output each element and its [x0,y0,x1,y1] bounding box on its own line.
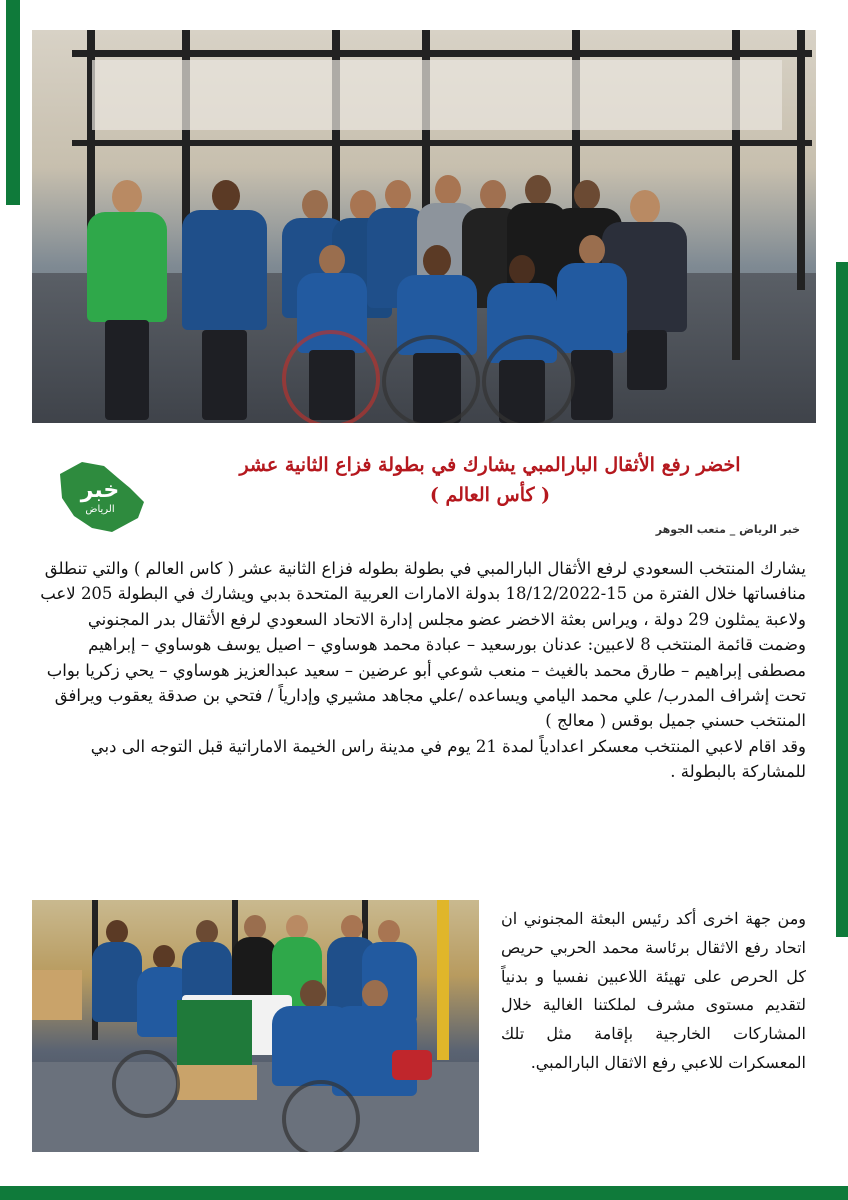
paragraph-intro: يشارك المنتخب السعودي لرفع الأثقال البارالمبي في بطولة بطوله فزاع الثانية عشر ( كاس العالم ) والتي تنطلق منافساتها خلال الفترة من 15-18/12/2022 بدولة الامارات العربية المتحدة بدبي ويشارك في البطولة 205 لاعب ولاعبة يمثلون 29 دولة ، ويراس بعثة الاخضر عضو مجلس إدارة الاتحاد السعودي لرفع الأثقال بدر المجنوني [40,559,806,629]
article-side-text [501,905,806,1078]
article-headline [180,450,800,510]
team-celebration-photo [32,900,479,1152]
logo-title: خبر [80,478,120,503]
khabar-riyadh-logo [52,456,148,536]
paragraph-camp: وقد اقام لاعبي المنتخب معسكر اعدادياً لمدة 21 يوم في مدينة راس الخيمة الاماراتية قبل التوجه الى دبي للمشاركة بالبطولة . [90,736,806,782]
paragraph-side: ومن جهة اخرى أكد رئيس البعثة المجنوني ان اتحاد رفع الاثقال برئاسة محمد الحربي حريص كل الحرص على تهيئة اللاعبين نفسيا و بدنياً لتقديم مستوى مشرف لملكتنا الغالية خلال المشاركات الخارجية بإقامة مثل تلك المعسكرات للاعبي رفع الاثقال البارالمبي. [501,909,806,1072]
article-byline: خبر الرياض _ متعب الجوهر [655,523,800,536]
paragraph-roster: وضمت قائمة المنتخب 8 لاعبين: عدنان بورسعيد – عبادة محمد هوساوي – اصيل يوسف هوساوي – إبراهيم مصطفى إبراهيم – طارق محمد بالغيث – منعب شوعي أبو عرضين – سعيد عبدالعزيز هوساوي – يحي زكريا بواب تحت إشراف المدرب/ علي محمد اليامي ويساعده /علي مجاهد مشيري وإدارياً / فتحي بن صدقة يعقوب ويرافق المنتخب حسني جميل بوقس ( معالج ) [46,635,806,731]
green-accent-bar-top-left [6,0,20,205]
green-accent-bar-bottom [0,1186,848,1200]
headline-line-1: اخضر رفع الأثقال البارالمبي يشارك في بطولة فزاع الثانية عشر [239,454,741,476]
green-accent-bar-right [836,262,848,937]
saudi-flag-banner [177,1000,252,1065]
team-photo-gym [32,30,816,423]
article-body [36,556,806,785]
logo-subtitle: الرياض [85,504,115,515]
headline-line-2: ( كأس العالم ) [429,484,551,506]
